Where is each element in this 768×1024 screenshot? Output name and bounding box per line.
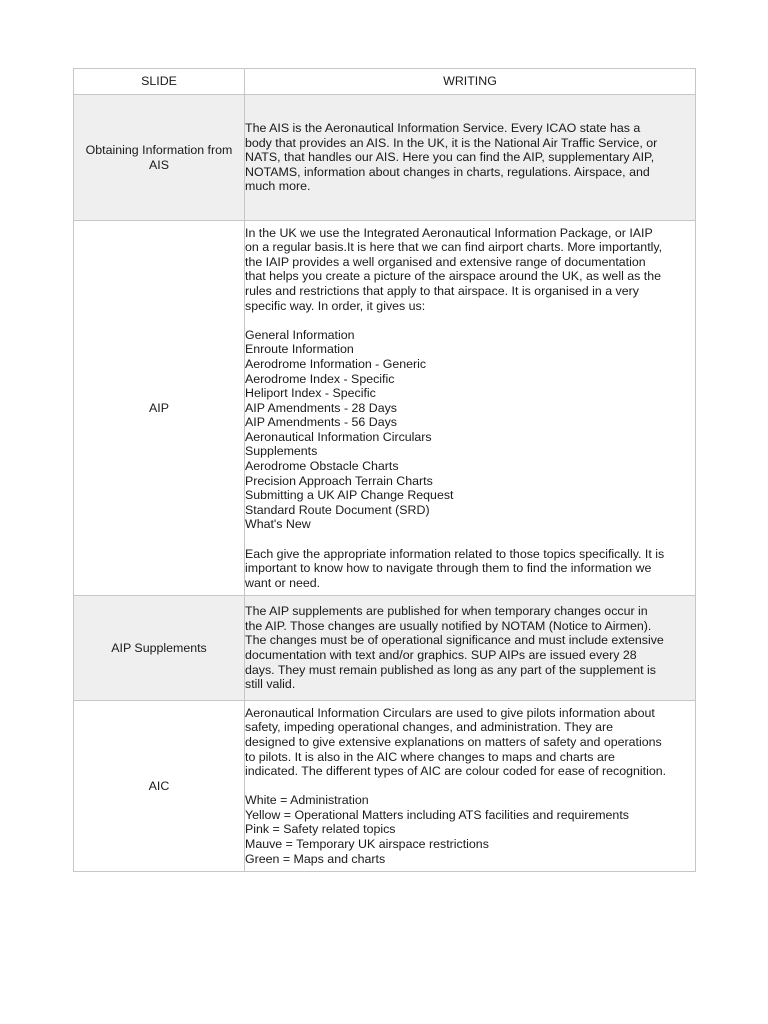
text-line: NOTAMS, information about changes in charts, regulations. Airspace, and xyxy=(245,164,650,179)
list-item: AIP Amendments - 28 Days xyxy=(245,400,397,415)
text-line: to pilots. It is also in the AIC where changes to maps and charts are xyxy=(245,749,615,764)
text-line: body that provides an AIS. In the UK, it is the National Air Traffic Service, or xyxy=(245,135,658,150)
list-item: Precision Approach Terrain Charts xyxy=(245,473,433,488)
text-line: that helps you create a picture of the airspace around the UK, as well as the xyxy=(245,269,662,284)
slide-title-line: AIP xyxy=(149,400,169,415)
text-line: much more. xyxy=(245,179,311,194)
list-item: What's New xyxy=(245,517,311,532)
text-line: The AIP supplements are published for when temporary changes occur in xyxy=(245,604,648,619)
text-line: on a regular basis.It is here that we can find airport charts. More importantly, xyxy=(245,240,663,255)
text-line: Aeronautical Information Circulars are used to give pilots information about xyxy=(245,705,655,720)
list-item: Yellow = Operational Matters including ATS facilities and requirements xyxy=(245,807,629,822)
table-row xyxy=(74,596,696,701)
text-line: specific way. In order, it gives us: xyxy=(245,298,426,313)
text-line: still valid. xyxy=(245,677,296,692)
table-header-row xyxy=(74,69,696,95)
list-item: AIP Amendments - 56 Days xyxy=(245,415,397,430)
text-line: the IAIP provides a well organised and extensive range of documentation xyxy=(245,254,646,269)
list-item: Standard Route Document (SRD) xyxy=(245,502,430,517)
slide-cell xyxy=(74,221,245,596)
slide-cell xyxy=(74,95,245,221)
text-line: Each give the appropriate information related to those topics specifically. It is xyxy=(245,546,665,561)
text-line: important to know how to navigate through them to find the information we xyxy=(245,561,652,576)
text-line: NATS, that handles our AIS. Here you can find the AIP, supplementary AIP, xyxy=(245,150,655,165)
text-line: the AIP. Those changes are usually notified by NOTAM (Notice to Airmen). xyxy=(245,618,652,633)
list-item: Heliport Index - Specific xyxy=(245,386,376,401)
header-writing: WRITING xyxy=(245,69,696,95)
header-slide: SLIDE xyxy=(74,69,245,95)
slide-title-line: Obtaining Information from xyxy=(85,142,233,157)
list-item: Green = Maps and charts xyxy=(245,851,386,866)
list-item: Aerodrome Index - Specific xyxy=(245,371,395,386)
text-line: The AIS is the Aeronautical Information Service. Every ICAO state has a xyxy=(245,121,641,136)
table-row xyxy=(74,701,696,872)
writing-cell xyxy=(245,596,696,701)
slide-cell xyxy=(74,596,245,701)
table-row xyxy=(74,95,696,221)
slide-title-line: AIC xyxy=(148,778,170,793)
list-item: Aerodrome Information - Generic xyxy=(245,356,427,371)
slide-cell xyxy=(74,701,245,872)
notes-table xyxy=(73,68,696,872)
text-line: designed to give extensive explanations on matters of safety and operations xyxy=(245,734,662,749)
slide-title-line: AIS xyxy=(149,157,169,172)
writing-cell xyxy=(245,701,696,872)
list-item: Pink = Safety related topics xyxy=(245,822,396,837)
writing-cell xyxy=(245,221,696,596)
list-item: Aerodrome Obstacle Charts xyxy=(245,459,399,474)
text-line: The changes must be of operational significance and must include extensive xyxy=(245,633,664,648)
list-item: Aeronautical Information Circulars xyxy=(245,429,432,444)
paragraph-gap xyxy=(245,779,695,794)
table-row xyxy=(74,221,696,596)
list-item: General Information xyxy=(245,327,355,342)
writing-cell xyxy=(245,95,696,221)
text-line: documentation with text and/or graphics. SUP AIPs are issued every 28 xyxy=(245,648,637,662)
list-item: Submitting a UK AIP Change Request xyxy=(245,488,454,503)
list-item: Enroute Information xyxy=(245,342,354,357)
text-line: safety, impeding operational changes, and administration. They are xyxy=(245,720,614,735)
text-line: want or need. xyxy=(245,575,321,590)
paragraph-gap xyxy=(245,532,695,547)
text-line: rules and restrictions that apply to that airspace. It is organised in a very xyxy=(245,283,639,298)
text-line: In the UK we use the Integrated Aeronautical Information Package, or IAIP xyxy=(245,225,653,240)
slide-title-line: AIP Supplements xyxy=(111,640,207,655)
list-item: Supplements xyxy=(245,444,318,459)
text-line: indicated. The different types of AIC are colour coded for ease of recognition. xyxy=(245,764,667,779)
paragraph-gap xyxy=(245,313,695,328)
list-item: Mauve = Temporary UK airspace restrictions xyxy=(245,837,489,852)
text-line: days. They must remain published as long as any part of the supplement is xyxy=(245,662,656,677)
list-item: White = Administration xyxy=(245,793,369,808)
